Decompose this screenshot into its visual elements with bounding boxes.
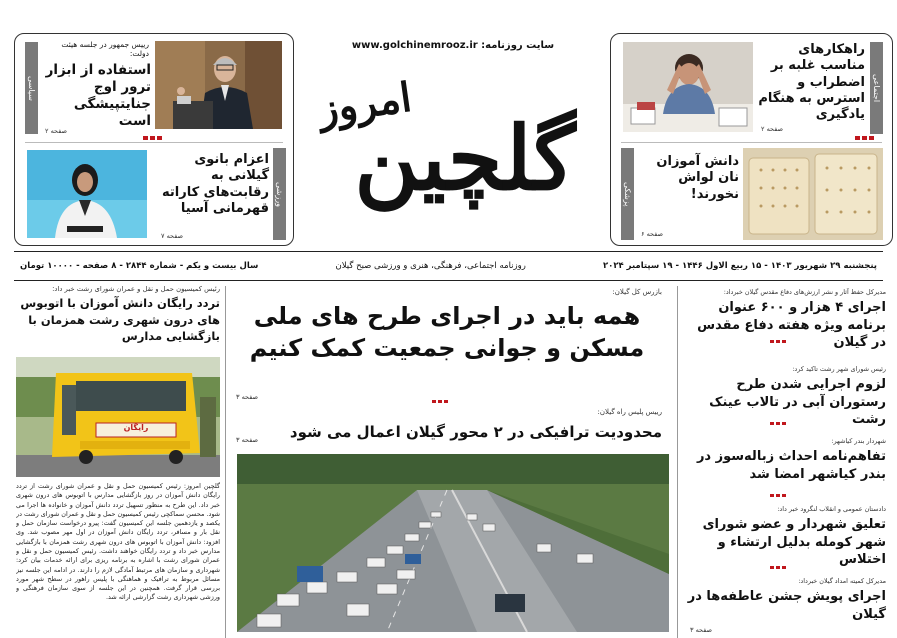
sports-tag: ورزشی: [273, 148, 286, 240]
sub-page-ref: صفحه ۳: [236, 436, 259, 444]
sports-headline: اعزام بانوی گیلانی به رقابت‌های کاراته قهرمانی آسیا: [161, 152, 269, 216]
bus-sign-text: رایگان: [123, 423, 149, 432]
stressed-student-photo: [623, 42, 753, 132]
social-page-ref: صفحه ۲: [761, 125, 784, 133]
main-headline: همه باید در اجرای طرح های ملی مسکن و جوانی جمعیت کمک کنیم: [249, 302, 645, 363]
right-item-2-kicker: رئیس شورای شهر رشت تاکید کرد:: [792, 365, 886, 373]
free-bus-photo: [16, 357, 220, 477]
sub-kicker: رییس پلیس راه گیلان:: [597, 408, 662, 416]
website-line: [302, 40, 604, 51]
lavash-bread-photo: [743, 148, 883, 240]
red-dots: [770, 494, 786, 497]
sub-headline: محدودیت ترافیکی در ۲ محور گیلان اعمال می شود: [289, 423, 662, 441]
right-item-4-headline: تعلیق شهردار و عضو شورای شهر کومله بدلیل ارتشاء و اختلاس: [702, 517, 886, 568]
column-divider: [225, 286, 226, 638]
red-dots: [432, 400, 448, 403]
politics-page-ref: صفحه ۲: [45, 127, 68, 135]
main-page-ref: صفحه ۳: [236, 393, 259, 401]
politics-headline: استفاده از ابزار ترور اوج جنایتپیشگی است: [45, 62, 151, 129]
right-item-3-headline: تفاهم‌نامه احداث زباله‌سوز در بندر کیاشهر امضا شد: [696, 449, 886, 482]
website-label: سایت روزنامه:: [481, 40, 555, 51]
social-tag: اجتماعی: [870, 42, 883, 134]
logo-sub: امروز: [315, 73, 415, 134]
right-item-3-kicker: شهردار بندر کیاشهر:: [831, 437, 886, 445]
sports-page-ref: صفحه ۷: [161, 232, 184, 240]
main-kicker: بازرس کل گیلان:: [612, 288, 662, 296]
bus-story-body: گلچین امروز: رئیس کمیسیون حمل و نقل و عمران شورای رشت از تردد رایگان دانش آموزان در روز بازگشایی مدارس با اتوبوس های درون شهری خبر داد. این طرح به منظور تسهیل تردد دانش آموزان و خانواده ها اجرا می شود. محسن سماکچی رئیس کمیسیون حمل و نقل و عمران شورای رشت در یکصد و یازدهمین جلسه این کمیسیون گفت: پیرو درخواست سازمان حمل و نقل بار و مسافر، تردد رایگان دانش آموزان در اول مهر مصوب شد. وی افزود: دانش آموزان با اتوبوس های درون شهری رشت همزمان با بازگشایی مدارس خبر داد و تردد رایگان خواهند داشت. رئیس کمیسیون حمل و نقل و عمران شورای رشت با اشاره به برنامه ریزی برای ارائه خدمات بیان کرد: شهرداری و سازمان های مرتبط آمادگی لازم را دارند. در ادامه این جلسه نیز مسائل مربوط به ترافیک و هماهنگی با پلیس راهور در سطح شهر مورد بررسی قرار گرفت. همچنین در این جلسه از سوی سازمان فرهنگی و ورزشی شهرداری رشت گزارشی ارائه شد.: [16, 482, 220, 602]
dateline-ribbon: [14, 251, 883, 281]
right-item-5-headline: اجرای پویش جشن عاطفه‌ها در گیلان: [687, 589, 886, 622]
right-item-4-kicker: دادستان عمومی و انقلاب لنگرود خبر داد:: [777, 505, 886, 513]
top-left-teaser-box: [14, 33, 294, 246]
medical-headline: دانش آموزان نان لواش نخورند!: [656, 154, 739, 202]
right-item-1-kicker: مدیرکل حفظ آثار و نشر ارزش‌های دفاع مقدس گیلان خبرداد:: [723, 288, 886, 296]
issue-info: سال بیست و یکم - شماره ۲۸۴۴ - ۸ صفحه - ۱۰۰۰۰ تومان: [20, 261, 259, 271]
bus-story-headline: تردد رایگان دانش آموزان با اتوبوس های درون شهری رشت همزمان با بازگشایی مدارس: [20, 296, 220, 344]
red-dots: [770, 340, 786, 343]
divider: [25, 142, 283, 143]
right-item-5-kicker: مدیرکل کمیته امداد گیلان خبرداد:: [798, 577, 886, 585]
logo-main: گلچین: [354, 106, 576, 210]
column-divider: [677, 286, 678, 638]
highway-traffic-photo: [237, 454, 669, 632]
right-item-1-headline: اجرای ۴ هزار و ۶۰۰ عنوان برنامه ویژه هفته دفاع مقدس در گیلان: [697, 300, 886, 351]
bus-story-kicker: رئیس کمیسیون حمل و نقل و عمران شورای رشت خبر داد:: [52, 285, 220, 293]
social-headline: راهکارهای مناسب غلبه بر اضطراب و استرس به هنگام یادگیری: [758, 42, 865, 122]
politics-tag: سیاسی: [25, 42, 38, 134]
medical-page-ref: صفحه ۶: [641, 230, 664, 238]
medical-tag: پزشکی: [621, 148, 634, 240]
website-url[interactable]: www.golchinemrooz.ir: [351, 40, 478, 51]
date-text: پنجشنبه ۲۹ شهریور ۱۴۰۳ - ۱۵ ربیع الاول ۱۴۴۶ - ۱۹ سپتامبر ۲۰۲۴: [602, 261, 877, 271]
newspaper-logo: [300, 52, 606, 248]
president-photo: [155, 41, 282, 129]
red-dots: [855, 136, 874, 140]
right-item-2-headline: لزوم اجرایی شدن طرح رستوران آبی در تالاب عینک رشت: [709, 377, 886, 428]
paper-description: روزنامه اجتماعی، فرهنگی، هنری و ورزشی صبح گیلان: [335, 261, 526, 271]
politics-kicker: رییس جمهور در جلسه هیئت دولت:: [61, 40, 149, 59]
red-dots: [770, 422, 786, 425]
karate-athlete-photo: [27, 150, 147, 238]
divider: [621, 142, 882, 143]
right-item-5-page-ref: صفحه ۳: [690, 626, 713, 634]
top-right-teaser-box: [610, 33, 893, 246]
red-dots: [770, 566, 786, 569]
red-dots: [143, 136, 162, 140]
